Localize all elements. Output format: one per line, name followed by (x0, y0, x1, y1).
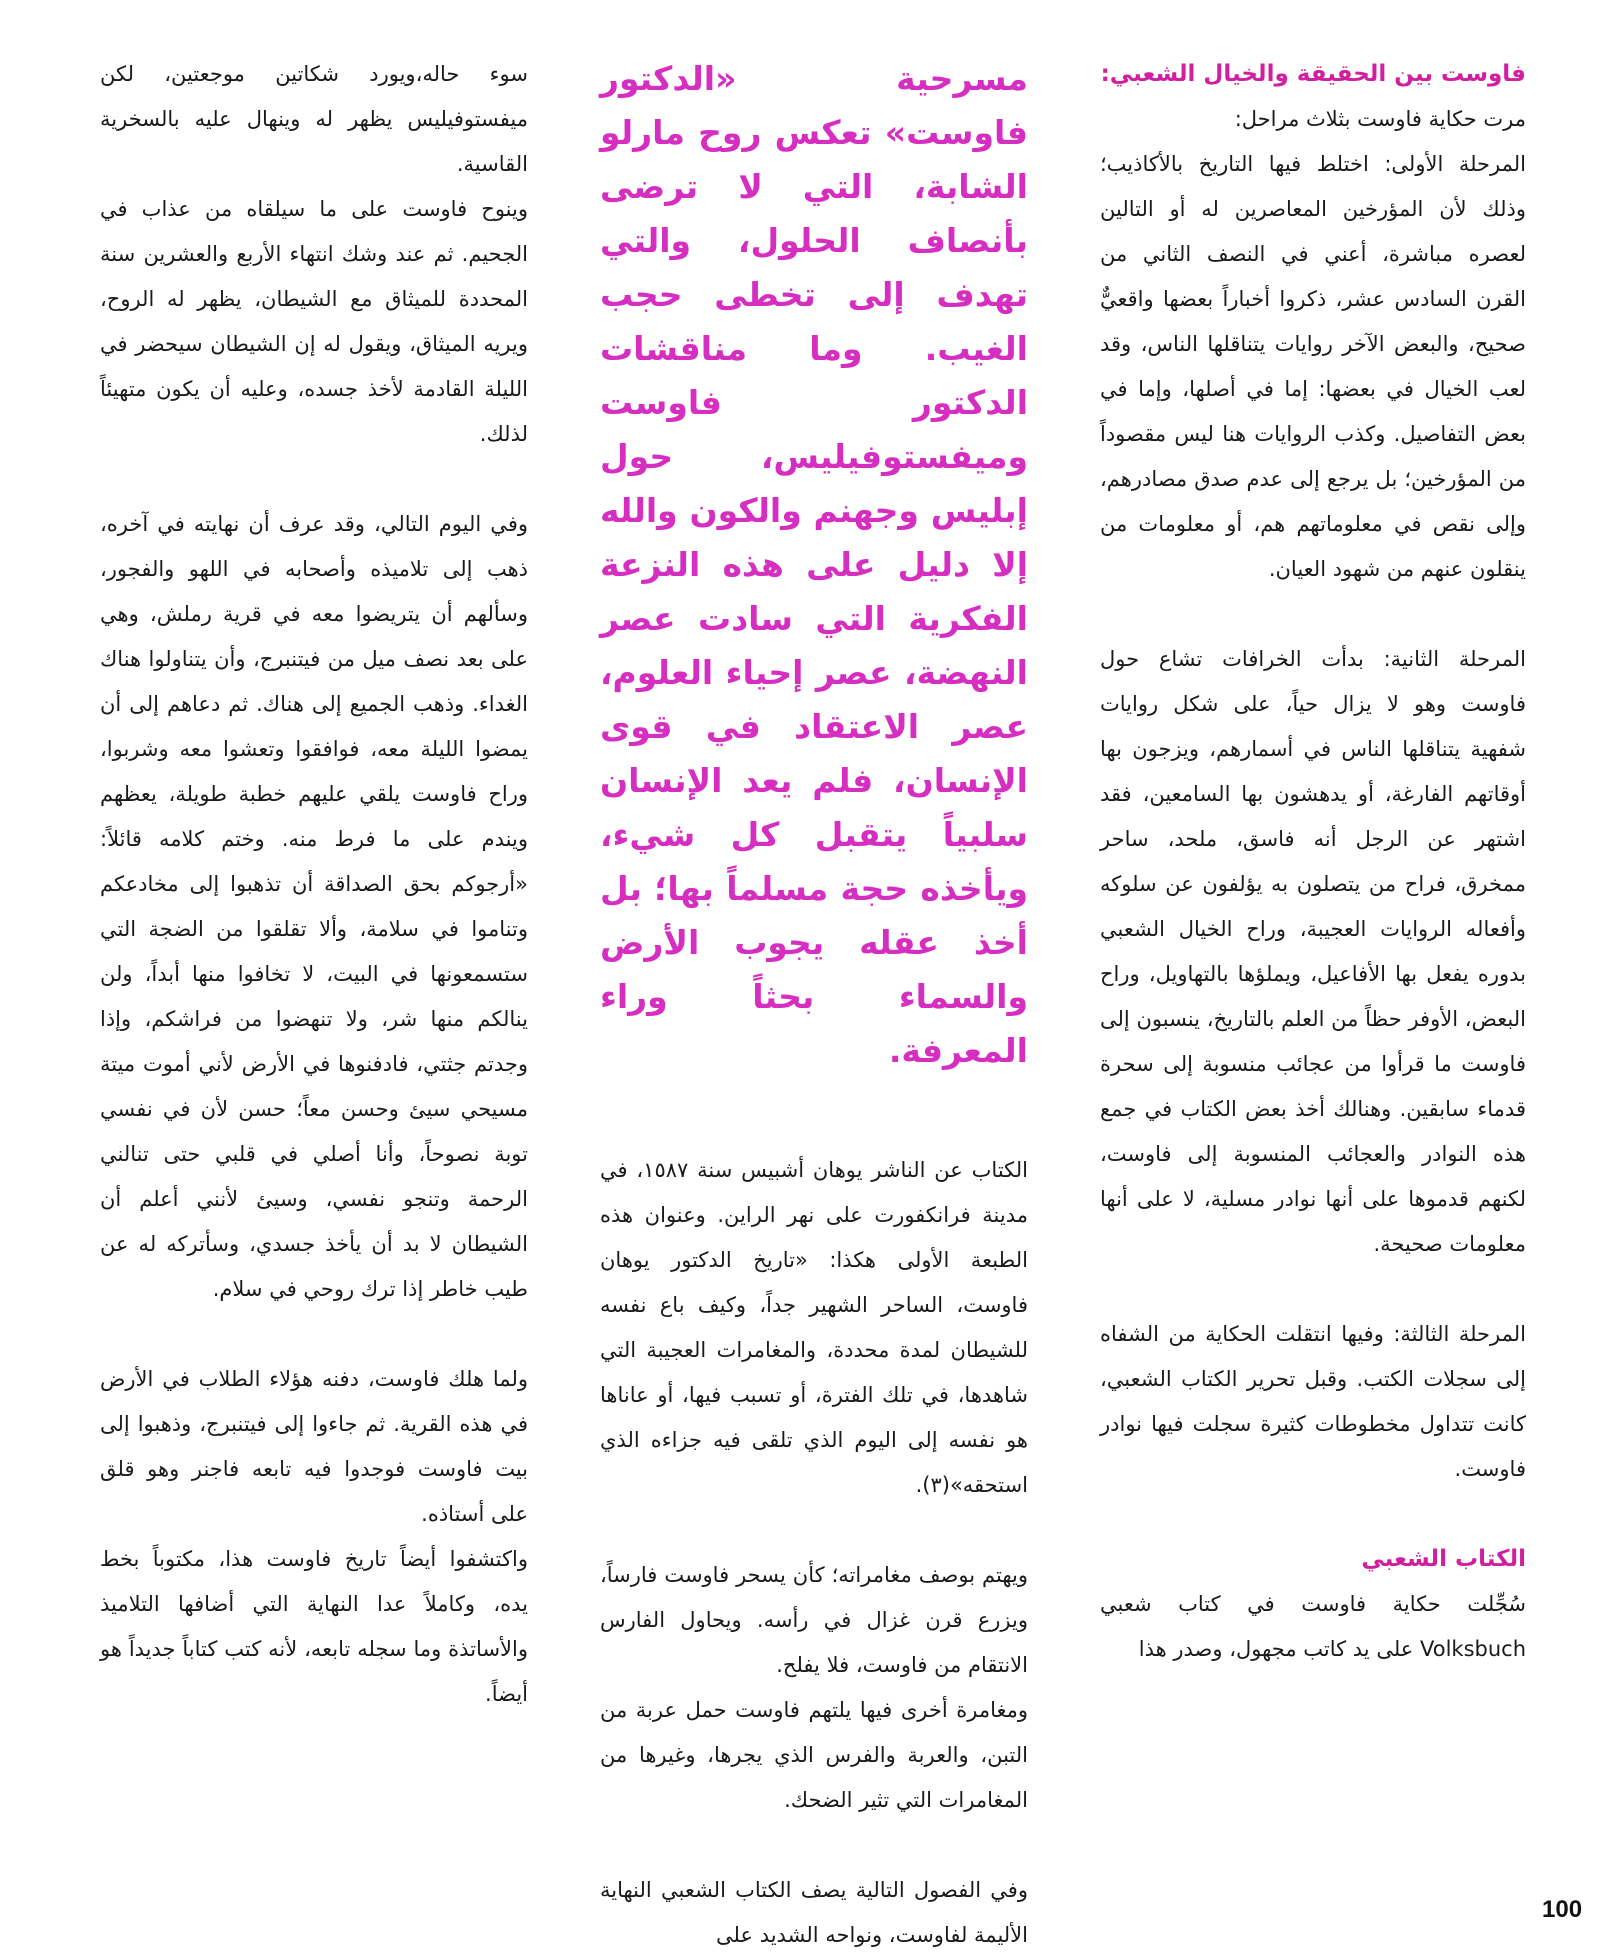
right-column (1100, 52, 1526, 1672)
stage-three-paragraph: المرحلة الثالثة: وفيها انتقلت الحكاية من الشفاه إلى سجلات الكتب. وقبل تحرير الكتاب الشعبي، كانت تتداول مخطوطات كثيرة سجلت فيها نوادر فاوست. (1100, 1322, 1526, 1481)
section-heading-folk-book: الكتاب الشعبي (1361, 1546, 1526, 1572)
ending-paragraph: وفي الفصول التالية يصف الكتاب الشعبي النهاية الأليمة لفاوست، ونواحه الشديد على (600, 1878, 1028, 1947)
left-column (100, 52, 528, 1717)
stage-one-paragraph: المرحلة الأولى: اختلط فيها التاريخ بالأكاذيب؛ وذلك لأن المؤرخين المعاصرين له أو التالين لعصره مباشرة، أعني في النصف الثاني من القرن السادس عشر، ذكروا أخباراً بعضها واقعيٌّ صحيح، والبعض الآخر روايات يتناقلها الناس، وقد لعب الخيال في بعضها: إما في أصلها، وإما في بعض التفاصيل. وكذب الروايات هنا ليس مقصوداً من المؤرخين؛ بل يرجع إلى عدم صدق مصادرهم، وإلى نقص في معلوماتهم هم، أو معلومات من ينقلون عنهم من شهود العيان. (1100, 152, 1526, 581)
section-heading: فاوست بين الحقيقة والخيال الشعبي: (1100, 61, 1526, 87)
pull-quote: مسرحية «الدكتور فاوست» تعكس روح مارلو الشابة، التي لا ترضى بأنصاف الحلول، والتي تهدف إلى تخطى حجب الغيب. وما مناقشات الدكتور فاوست وميفستوفيليس، حول إبليس وجهنم والكون والله إلا دليل على هذه النزعة الفكرية التي سادت عصر النهضة، عصر إحياء العلوم، عصر الاعتقاد في قوى الإنسان، فلم يعد الإنسان سلبياً يتقبل كل شيء، ويأخذه حجة مسلماً بها؛ بل أخذ عقله يجوب الأرض والسماء بحثاً وراء المعرفة. (600, 59, 1028, 1070)
stage-two-paragraph: المرحلة الثانية: بدأت الخرافات تشاع حول فاوست وهو لا يزال حياً، على شكل روايات شفهية يتناقلها الناس في أسمارهم، ويزجون بها أوقاتهم الفارغة، أو يدهشون بها السامعين، فقد اشتهر عن الرجل أنه فاسق، ملحد، ساحر ممخرق، فراح من يتصلون به يؤلفون عن سلوكه وأفعاله الروايات العجيبة، وراح الخيال الشعبي بدوره يفعل بها الأفاعيل، ويملؤها بالتهاويل، وراح البعض، الأوفر حظاً من العلم بالتاريخ، ينسبون إلى فاوست ما قرأوا من عجائب منسوبة إلى سحرة قدماء سابقين. وهنالك أخذ بعض الكتاب في جمع هذه النوادر والعجائب المنسوبة إلى فاوست، لكنهم قدموها على أنها نوادر مسلية، لا على أنها معلومات صحيحة. (1100, 647, 1526, 1256)
intro-paragraph: مرت حكاية فاوست بثلاث مراحل: (1234, 107, 1526, 131)
farewell-paragraph: وفي اليوم التالي، وقد عرف أن نهايته في آخره، ذهب إلى تلاميذه وأصحابه في اللهو والفجور، وسألهم أن يتريضوا معه في قرية رملش، وهي على بعد نصف ميل من فيتنبرج، وأن يتناولوا هناك الغداء. وذهب الجميع إلى هناك. ثم دعاهم إلى أن يمضوا الليلة معه، فوافقوا وتعشوا معه وشربوا، وراح فاوست يلقي عليهم خطبة طويلة، يعظهم ويندم على ما فرط منه. وختم كلامه قائلاً: «أرجوكم بحق الصداقة أن تذهبوا إلى مخادعكم وتناموا في سلامة، وألا تقلقوا من الضجة التي ستسمعونها في البيت، لا تخافوا منها أبداً، ولن ينالكم منها شر، ولا تنهضوا من فراشكم، وإذا وجدتم جثتي، فادفنوها في الأرض لأني أموت ميتة مسيحي سيئ وحسن معاً؛ حسن لأن في نفسي توبة نصوحاً، وأنا أصلي في قلبي حتى تنالني الرحمة وتنجو نفسي، وسيئ لأنني أعلم أن الشيطان لا بد أن يأخذ جسدي، وسأتركه له عن طيب خاطر إذا ترك روحي في سلام. (100, 512, 528, 1301)
burial-paragraph: ولما هلك فاوست، دفنه هؤلاء الطلاب في الأرض في هذه القرية. ثم جاءوا إلى فيتنبرج، وذهبوا إلى بيت فاوست فوجدوا فيه تابعه فاجنر وهو قلق على أستاذه. (100, 1367, 528, 1526)
page-number: 100 (1542, 1896, 1583, 1923)
adventure-paragraph: ويهتم بوصف مغامراته؛ كأن يسحر فاوست فارساً، ويزرع قرن غزال في رأسه. ويحاول الفارس الانتقام من فاوست، فلا يفلح. (600, 1563, 1028, 1677)
manuscript-paragraph: واكتشفوا أيضاً تاريخ فاوست هذا، مكتوباً بخط يده، وكاملاً عدا النهاية التي أضافها التلاميذ والأساتذة وما سجله تابعه، لأنه كتب كتاباً جديداً هو أيضاً. (100, 1547, 528, 1706)
pact-paragraph: وينوح فاوست على ما سيلقاه من عذاب في الجحيم. ثم عند وشك انتهاء الأربع والعشرين سنة المحددة للميثاق مع الشيطان، يظهر له الروح، ويريه الميثاق، ويقول له إن الشيطان سيحضر في الليلة القادمة لأخذ جسده، وعليه أن يكون متهيئاً لذلك. (100, 197, 528, 446)
folk-book-paragraph: سُجِّلت حكاية فاوست في كتاب شعبي Volksbuch على يد كاتب مجهول، وصدر هذا (1100, 1592, 1526, 1661)
publication-paragraph: الكتاب عن الناشر يوهان أشبيس سنة ١٥٨٧، في مدينة فرانكفورت على نهر الراين. وعنوان هذه الطبعة الأولى هكذا: «تاريخ الدكتور يوهان فاوست، الساحر الشهير جداً، وكيف باع نفسه للشيطان لمدة محددة، والمغامرات العجيبة التي شاهدها، في تلك الفترة، أو تسبب فيها، أو عاناها هو نفسه إلى اليوم الذي تلقى فيه جزاءه الذي استحقه»(٣). (600, 1158, 1028, 1497)
middle-column (600, 52, 1028, 1958)
adventure-paragraph-2: ومغامرة أخرى فيها يلتهم فاوست حمل عربة من التبن، والعربة والفرس الذي يجرها، وغيرها من المغامرات التي تثير الضحك. (600, 1698, 1028, 1812)
lament-paragraph: سوء حاله،ويورد شكاتين موجعتين، لكن ميفستوفيليس يظهر له وينهال عليه بالسخرية القاسية. (100, 62, 528, 176)
